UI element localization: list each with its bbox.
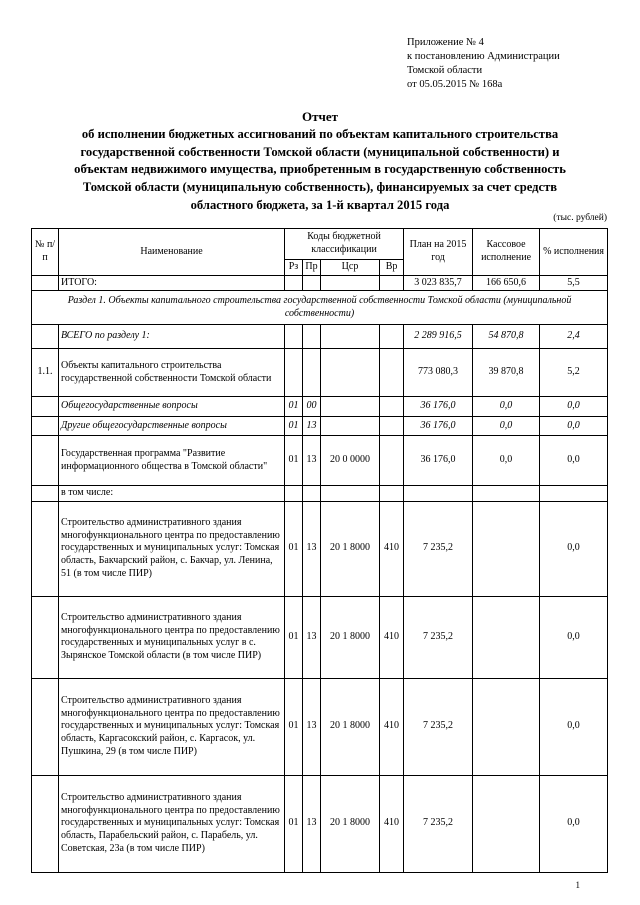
item-pct: 0,0	[540, 596, 608, 678]
table-row	[32, 678, 608, 775]
category-cash: 0,0	[473, 397, 540, 417]
item-plan: 7 235,2	[404, 775, 473, 872]
title-line: Томской области (муниципальную собственность), финансируемых за счет средств	[82, 180, 558, 195]
item-cash	[473, 678, 540, 775]
subsection-name: Объекты капитального строительства государственной собственности Томской области	[59, 349, 285, 397]
item-csr: 20 1 8000	[321, 596, 380, 678]
subsection-row	[32, 349, 608, 397]
item-name: Строительство административного здания многофункционального центра по предоставлению государственных и муниципальных услуг в с. Зырянское Томской области (в том числе ПИР)	[59, 596, 285, 678]
program-pct: 0,0	[540, 436, 608, 486]
total-cash: 166 650,6	[473, 275, 540, 291]
total-plan: 3 023 835,7	[404, 275, 473, 291]
section-total-label: ВСЕГО по разделу 1:	[59, 325, 285, 349]
appendix-line: Томской области	[407, 65, 483, 76]
category-row	[32, 397, 608, 417]
program-csr: 20 0 0000	[321, 436, 380, 486]
program-name: Государственная программа "Развитие информационного общества в Томской области"	[59, 436, 285, 486]
including-row	[32, 486, 608, 502]
subsection-plan: 773 080,3	[404, 349, 473, 397]
item-rz: 01	[285, 596, 303, 678]
appendix-line: Приложение № 4	[407, 37, 484, 48]
header-rz: Рз	[285, 260, 303, 276]
appendix-note	[407, 36, 560, 92]
header-row	[32, 229, 608, 260]
header-pct: % исполнения	[540, 229, 608, 276]
item-pr: 13	[303, 596, 321, 678]
item-name: Строительство административного здания многофункционального центра по предоставлению государственных и муниципальных услуг: Томская область, Каргасокский район, с. Каргасок, ул. Пушкина, 29 (в том числе ПИР)	[59, 678, 285, 775]
item-name: Строительство административного здания многофункционального центра по предоставлению государственных и муниципальных услуг: Томская область, Парабельский район, с. Парабель, ул. Советская, 23а (в том числе ПИР)	[59, 775, 285, 872]
item-vr: 410	[380, 501, 404, 596]
category-pr: 13	[303, 417, 321, 436]
title-line: объектам недвижимого имущества, приобретенным в государственную собственность	[74, 162, 566, 177]
section-title: Раздел 1. Объекты капитального строительства государственной собственности Томской области (муниципальной собственности)	[32, 291, 608, 325]
item-plan: 7 235,2	[404, 678, 473, 775]
program-pr: 13	[303, 436, 321, 486]
header-codes: Коды бюджетной классификации	[285, 229, 404, 260]
report-table	[31, 228, 608, 873]
category-rz: 01	[285, 417, 303, 436]
table-row	[32, 596, 608, 678]
category-pct: 0,0	[540, 417, 608, 436]
total-pct: 5,5	[540, 275, 608, 291]
header-csr: Цср	[321, 260, 380, 276]
section-row	[32, 291, 608, 325]
program-rz: 01	[285, 436, 303, 486]
table-row	[32, 501, 608, 596]
section-total-row	[32, 325, 608, 349]
item-cash	[473, 501, 540, 596]
appendix-line: к постановлению Администрации	[407, 51, 560, 62]
item-pct: 0,0	[540, 501, 608, 596]
item-plan: 7 235,2	[404, 596, 473, 678]
header-plan: План на 2015 год	[404, 229, 473, 276]
section-total-cash: 54 870,8	[473, 325, 540, 349]
header-cash: Кассовое исполнение	[473, 229, 540, 276]
program-plan: 36 176,0	[404, 436, 473, 486]
units-label: (тыс. рублей)	[553, 213, 607, 223]
subsection-pct: 5,2	[540, 349, 608, 397]
total-label: ИТОГО:	[59, 275, 285, 291]
item-pct: 0,0	[540, 678, 608, 775]
category-rz: 01	[285, 397, 303, 417]
section-total-plan: 2 289 916,5	[404, 325, 473, 349]
item-rz: 01	[285, 501, 303, 596]
appendix-line: от 05.05.2015 № 168а	[407, 79, 503, 90]
report-title	[30, 108, 610, 215]
item-rz: 01	[285, 678, 303, 775]
item-pr: 13	[303, 775, 321, 872]
section-total-pct: 2,4	[540, 325, 608, 349]
category-row	[32, 417, 608, 436]
item-vr: 410	[380, 596, 404, 678]
item-cash	[473, 596, 540, 678]
category-name: Общегосударственные вопросы	[59, 397, 285, 417]
category-pct: 0,0	[540, 397, 608, 417]
category-plan: 36 176,0	[404, 397, 473, 417]
title-line: государственной собственности Томской области (муниципальной собственности) и	[80, 144, 560, 159]
item-pct: 0,0	[540, 775, 608, 872]
item-name: Строительство административного здания многофункционального центра по предоставлению государственных и муниципальных услуг: Томская область, Бакчарский район, с. Бакчар, ул. Ленина, 51 (в том числе ПИР)	[59, 501, 285, 596]
category-cash: 0,0	[473, 417, 540, 436]
header-vr: Вр	[380, 260, 404, 276]
item-vr: 410	[380, 678, 404, 775]
title-line: об исполнении бюджетных ассигнований по объектам капитального строительства	[81, 126, 559, 141]
title-line: областного бюджета, за 1-й квартал 2015 года	[190, 197, 450, 212]
item-cash	[473, 775, 540, 872]
header-name: Наименование	[59, 229, 285, 276]
total-row	[32, 275, 608, 291]
program-row	[32, 436, 608, 486]
item-pr: 13	[303, 678, 321, 775]
subsection-num: 1.1.	[32, 349, 59, 397]
item-csr: 20 1 8000	[321, 775, 380, 872]
item-csr: 20 1 8000	[321, 501, 380, 596]
title-heading: Отчет	[302, 109, 338, 124]
category-pr: 00	[303, 397, 321, 417]
page-number: 1	[575, 880, 580, 890]
item-plan: 7 235,2	[404, 501, 473, 596]
item-vr: 410	[380, 775, 404, 872]
header-pr: Пр	[303, 260, 321, 276]
category-name: Другие общегосударственные вопросы	[59, 417, 285, 436]
item-rz: 01	[285, 775, 303, 872]
program-cash: 0,0	[473, 436, 540, 486]
item-pr: 13	[303, 501, 321, 596]
category-plan: 36 176,0	[404, 417, 473, 436]
table-row	[32, 775, 608, 872]
item-csr: 20 1 8000	[321, 678, 380, 775]
header-num: № п/п	[32, 229, 59, 276]
subsection-cash: 39 870,8	[473, 349, 540, 397]
including-label: в том числе:	[59, 486, 285, 502]
